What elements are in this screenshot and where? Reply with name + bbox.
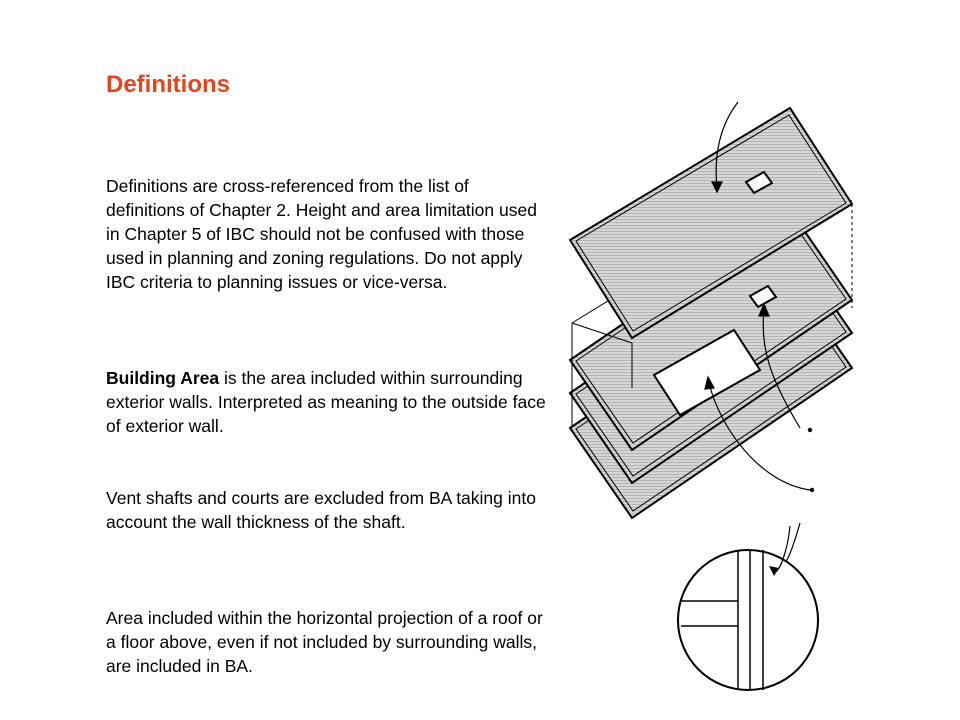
paragraph-text: Definitions are cross-referenced from the list of definitions of Chapter 2. Height and area limitation used in Chapter 5 of IBC should not be confused with those used in planning and zoning regulations. Do not apply IBC criteria to planning issues or vice-versa. (106, 176, 537, 292)
term-building-area: Building Area (106, 368, 220, 388)
paragraph-text: is the area included within surrounding exterior walls. Interpreted as meaning to the outside face of exterior wall. (106, 368, 546, 436)
paragraph-text: Area included within the horizontal projection of a roof or a floor above, even if not included by surrounding walls, are included in BA. (106, 608, 543, 676)
slide-title: Definitions (106, 71, 230, 98)
building-area-diagram (560, 98, 860, 698)
paragraph-projection (106, 606, 548, 678)
paragraph-building-area (106, 366, 548, 438)
paragraph-vent-shafts (106, 486, 548, 534)
callout-dots (808, 428, 814, 492)
paragraph-definitions (106, 174, 548, 294)
wall-detail-circle (678, 526, 818, 690)
paragraph-text: Vent shafts and courts are excluded from BA taking into account the wall thickness of the shaft. (106, 488, 536, 532)
